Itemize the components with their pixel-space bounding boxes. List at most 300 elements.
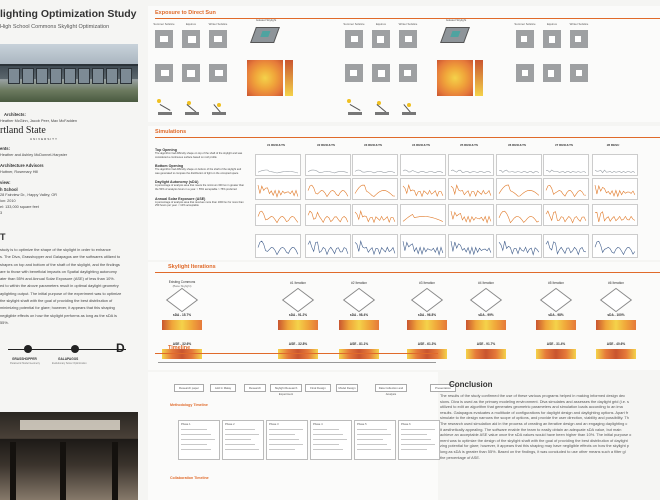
sda-value: sDA - 15.7% [172,313,192,317]
iterations-panel [148,262,660,370]
sda-heatmap [596,320,636,330]
trace-line [595,212,635,222]
trace-line [355,211,395,222]
result-trace [256,155,300,175]
trace-line [355,185,395,196]
ase-head: Annual Solar Exposure (ASE) [155,196,206,201]
diva-icon: D [116,341,125,355]
plan-caption: Summer Solstice [153,22,175,26]
trace-line [451,241,491,254]
skylight-opening [215,70,223,76]
university-logo-text: rtland State [0,125,46,136]
plan-tile [345,64,363,82]
text-line [181,439,215,440]
abstract-line: study is to optimize the shape of the skylight in order to enhance [0,247,111,252]
text-line [401,444,435,445]
result-chart [255,154,301,176]
overview-label: view: [0,180,11,185]
timeline-heading: Timeline [168,345,191,351]
iteration-label: #3 Iteration [419,281,435,285]
ase-value: ASE - 31.4% [546,342,566,346]
text-line [401,434,427,435]
ase-value: ASE - 91.7% [476,342,496,346]
result-chart [592,154,638,176]
sun-icon [157,99,161,103]
top-opening-head: Top Opening [155,148,177,152]
plan-tile [570,64,588,82]
trace-line [308,170,348,173]
trace-line [499,241,539,255]
school-name: h School [0,187,18,192]
plan-tile [516,30,534,48]
methodology-step [354,420,396,460]
timeline-milestone: Presentation [430,384,456,392]
text-line [269,429,303,430]
text-line [313,449,343,450]
result-chart [543,204,589,226]
university-logo-sub: UNIVERSITY [30,137,59,141]
sda-value: sDA - 98.4% [349,313,369,317]
methodology-label: Methodology Timeline [170,403,208,407]
result-chart [448,178,494,200]
plan-tile [372,30,390,48]
trace-line [451,170,491,173]
result-chart [400,178,446,200]
sda-value: sDA - 100% [607,313,625,317]
result-column-header: #3 RESULTS [364,143,382,147]
result-chart [496,234,542,258]
result-chart [352,154,398,176]
sun-diagram [399,98,419,118]
sun-ray [187,104,197,112]
result-trace [449,205,493,225]
trace-line [308,185,348,197]
conclusion-line: achieve an acceptable ASE value once the sDA values would have been higher than 10%. The initial purpose o [440,432,632,438]
roof-section [212,112,226,115]
sda-value: sDA - 98% [548,313,564,317]
plan-caption: Summer Solstice [514,22,536,26]
abstract-line: shapes on top and bottom of the shaft of the skylight, and the findings [0,261,120,267]
result-chart [496,178,542,200]
skylight-glass [260,31,270,37]
result-trace [449,235,493,257]
grasshopper-label: GRASSHOPPER [12,357,37,361]
plan-tile [182,64,200,82]
trace-line [546,211,586,223]
advisors-label: Architecture Advisors [0,163,44,168]
result-trace [544,235,588,257]
school-area: el: 133,000 square feet [0,205,39,209]
result-trace [593,205,637,225]
text-line [313,439,347,440]
poster-title: lighting Optimization Study [0,8,137,20]
sda-head: Daylight Autonomy (sDA) [155,180,199,185]
advisors-names: Huttner, Rosemary Hill [0,170,38,174]
iteration-label: #1 Iteration [290,281,306,285]
result-chart [255,204,301,226]
timeline-milestone: Data Collection and Analysis [375,384,407,392]
methodology-step [266,420,308,460]
existing-sublabel: (Base Skylight) [172,284,192,288]
phase-label: Phase 5 [357,423,367,426]
result-chart [352,178,398,200]
conclusion-line: long as sDA is greater than 55%. Based on the findings, it was concluded to use other means such a filter gl [440,448,626,454]
ase-body: A percentage of analysis area that receives more than 1000 lux for more than 250 hours per year. < 10% acceptable [155,200,244,208]
sda-heatmap [407,320,447,330]
ase-heatmap [596,349,636,359]
galapagos-label: GALAPAGOS [58,357,79,361]
trace-line [595,185,635,196]
abstract-line: ater than 55% and Annual Solar Exposure (ASE) of less than 10%. [0,276,115,282]
collaboration-label: Collaboration Timeline [170,476,209,480]
plan-caption: Winter Solstice [398,22,418,26]
sun-diagram [182,98,202,118]
result-trace [593,179,637,199]
result-chart [255,178,301,200]
timeline-milestone: Final Design [305,384,331,392]
students-names: Heather and Ashley McDonnel-Harpster [0,153,68,157]
skylight-opening [522,70,528,76]
result-trace [256,235,300,257]
abstract-line: the skylight shaft with the goal of providing the best distribution of [0,298,113,304]
conclusion-line: ment was to optimize the design of the skylight shaft with the goal of providing the best distribution of daylight [440,437,628,443]
workflow-diagram [0,340,138,372]
text-line [357,434,391,435]
sda-heatmap [466,320,506,330]
phase-label: Phase 2 [225,423,235,426]
group-caption: Isolated Skylight [255,18,277,22]
ase-heatmap [536,349,576,359]
result-chart [400,154,446,176]
trace-line [258,241,298,255]
conclusion-line: the percentage of ASE. [440,454,481,460]
ase-heatmap [247,60,283,96]
text-line [313,429,339,430]
sda-value: sDA - 91.2% [288,313,308,317]
exposure-divider [155,18,660,19]
building-photo [0,44,138,102]
roof-section [158,112,172,115]
sda-value: sDA - 99% [478,313,494,317]
conclusion-line: results. Galapagos evaluates a multitude of configurations for daylight design and daylighting options. Apart fr [440,409,629,415]
trace-line [403,185,443,196]
methodology-step [178,420,220,460]
result-chart [496,204,542,226]
interior-photo [0,412,138,500]
ase-heatmap [407,349,447,359]
plan-tile [516,64,534,82]
ase-heatmap [437,60,473,96]
trace-line [595,241,635,254]
result-column-header: #4 RESULTS [412,143,430,147]
result-chart [305,234,351,258]
roof-section [375,112,389,115]
group-caption: Isolated Skylight [445,18,467,22]
result-trace [353,205,397,225]
text-line [401,439,431,440]
plan-tile [155,30,173,48]
result-column-header: #5 RESULTS [460,143,478,147]
result-column-header: #6 RESULTS [508,143,526,147]
iteration-label: #4 Iteration [478,281,494,285]
trace-line [403,214,443,221]
result-trace [306,179,350,199]
trace-line [546,185,586,196]
trace-line [355,241,395,254]
trace-line [451,185,491,196]
conclusion-line: it aesthetically appealing. The software enable the team to easily obtain an adequate sDA value, but main [440,426,622,432]
sda-heatmap [339,320,379,330]
result-column-header: #7 RESULTS [555,143,573,147]
result-trace [256,179,300,199]
skylight-opening [187,70,195,77]
sun-icon [347,99,351,103]
ase-value: ASE - 81.1% [349,342,369,346]
sda-value: sDA - 96.8% [417,313,437,317]
abstract-line: are to those with beneficial impacts on Spatial daylighting autonomy [0,268,117,274]
text-line [225,449,259,450]
plan-tile [399,64,417,82]
skylight-opening [575,36,581,42]
timeline-milestone: Add In Malay [210,384,236,392]
trace-line [355,170,395,173]
result-chart [543,178,589,200]
text-line [225,434,259,435]
result-trace [449,155,493,175]
sun-diagram [155,98,175,118]
trace-line [258,185,298,197]
skylight-opening [351,36,358,42]
result-trace [353,179,397,199]
plan-tile [543,64,561,82]
text-line [181,444,207,445]
skylight-opening [521,36,527,42]
result-chart [305,178,351,200]
plan-caption: Winter Solstice [208,22,228,26]
text-line [225,429,255,430]
sun-diagram [372,98,392,118]
plan-caption: Equinox [375,22,387,26]
skylight-opening [404,70,411,76]
abstract-heading: T [0,232,6,242]
result-trace [256,205,300,225]
sun-diagram [345,98,365,118]
ase-value: ASE - 32.8% [288,342,308,346]
timeline-axis [158,362,436,363]
skylight-opening [160,36,168,42]
sda-heatmap [278,320,318,330]
abstract-line: ed to within the above parameters result in optimal daylight geometry [0,283,119,289]
bottom-opening-head: Bottom Opening [155,164,184,169]
text-line [357,439,383,440]
skylight-opening [548,70,554,77]
text-line [269,434,295,435]
timeline-milestone: Research [244,384,266,392]
architects-label: Architects: [4,112,26,117]
skylight-opening [549,36,555,43]
result-trace [544,205,588,225]
result-chart [400,234,446,258]
result-trace [401,205,445,225]
plan-tile [155,64,173,82]
iterations-heading: Skylight Iterations [168,264,216,270]
conclusion-line: The results of the study confirmed the use of these various programs helped in making informed design dec [440,393,626,398]
grasshopper-caption: Parametric Model Geometry [10,362,40,365]
result-column-header: #1 RESULTS [267,143,285,147]
text-line [225,439,251,440]
abstract-line: 55%. [0,319,9,325]
text-line [401,449,427,450]
result-trace [544,155,588,175]
school-floors: 3 [0,211,3,215]
heatmap-scale [285,60,293,96]
plan-caption: Equinox [185,22,197,26]
phase-label: Phase 4 [313,423,323,426]
result-trace [306,235,350,257]
result-trace [593,235,637,257]
result-chart [592,178,638,200]
sda-heatmap [162,320,202,330]
text-line [269,439,299,440]
text-line [357,444,387,445]
result-chart [305,154,351,176]
bottom-opening-body: The algorithm had difficulty shape on bottom of the shaft of the skylight and was generated to compare the distribution of light on the occupied space [155,168,242,175]
methodology-step [310,420,352,460]
plan-tile [209,64,227,82]
trace-line [403,170,443,173]
plan-caption: Winter Solstice [569,22,589,26]
plan-caption: Equinox [546,22,558,26]
sda-body: A percentage of analysis area that meets the minimum 300 lux in greater than the 50% of analysis hours in a year. > 55% acceptable > 75% preferred [155,184,245,191]
skylight-opening [161,70,169,76]
abstract-line: negligible effects on how the skylight performs as long as the sDA is [0,312,117,318]
exposure-heading: Exposure to Direct Sun [155,10,216,16]
trace-line [546,241,586,254]
abstract-line: minimizing potential for glare; however, it appears that this shaping [0,305,115,311]
result-chart [592,204,638,226]
skylight-opening [377,36,384,43]
sun-icon [217,103,221,107]
galapagos-caption: Evolutionary Solver Optimization [52,362,87,365]
top-opening-body: The algorithm had difficulty shape on top of the shaft of the skylight and was considered a continuous surface based on roof profile [155,152,243,159]
conclusion-line: utilized to edit an algorithm that generates geometric parameters and simulation loads according to an ima [440,404,623,410]
result-trace [449,179,493,199]
result-chart [448,234,494,258]
result-trace [306,205,350,225]
iteration-label: #5 Iteration [548,281,564,285]
skylight-opening [350,70,357,76]
result-trace [401,235,445,257]
iteration-label: #2 Iteration [351,281,367,285]
result-chart [592,234,638,258]
school-address: 28 Fairview Dr., Happy Valley, OR [0,193,58,197]
trace-line [499,185,539,196]
simulations-heading: Simulations [155,129,187,135]
plan-tile [399,30,417,48]
skylight-opening [188,36,196,43]
iteration-label: #6 Iteration [608,281,624,285]
result-chart [352,204,398,226]
trace-line [308,211,348,222]
abstract-line: aylighting output. The initial purpose of the experiment was to optimize [0,290,122,296]
sun-ray [350,104,361,110]
text-line [181,429,207,430]
plan-tile [209,30,227,48]
ase-heatmap [278,349,318,359]
trace-line [499,211,539,223]
plan-tile [372,64,390,82]
plan-caption: Summer Solstice [343,22,365,26]
sun-ray [160,104,171,110]
text-line [357,449,391,450]
plan-tile [543,30,561,48]
ase-value: ASE - 40.6% [606,342,626,346]
result-trace [497,205,541,225]
phase-label: Phase 3 [269,423,279,426]
skylight-opening [405,36,412,42]
ase-value: ASE - 32.6% [172,342,192,346]
timeline-divider [155,353,438,354]
phase-label: Phase 1 [181,423,191,426]
result-column-header: #8 RESU [606,143,620,147]
heatmap-scale [475,60,483,96]
trace-line [308,241,348,254]
result-trace [353,155,397,175]
result-chart [255,234,301,258]
text-line [225,444,255,445]
result-trace [497,179,541,199]
ase-heatmap [339,349,379,359]
roof-section [185,112,199,115]
methodology-step [222,420,264,460]
abstract-text [0,246,138,326]
ase-value: ASE - 61.3% [417,342,437,346]
result-chart [305,204,351,226]
sun-diagram [209,98,229,118]
result-chart [400,204,446,226]
trace-line [258,211,298,223]
poster-subtitle: High School Commons Skylight Optimization [0,24,110,30]
result-chart [543,154,589,176]
iterations-divider [155,272,660,273]
architects-names: Heather McGinn, Jacob Peer, Max McFadden [0,119,78,123]
timeline-milestone: Skylight Research Experiment [270,384,302,392]
conclusion-body [440,393,660,460]
trace-line [499,170,539,173]
text-line [269,449,295,450]
plan-tile [345,30,363,48]
result-trace [401,155,445,175]
skylight-opening [576,70,582,76]
abstract-line: s. The Diva, Grasshopper and Galapagos are the softwares utilized to [0,254,121,260]
phase-label: Phase 6 [401,423,411,426]
result-trace [497,235,541,257]
trace-line [546,170,586,173]
result-trace [353,235,397,257]
trace-line [403,241,443,255]
result-trace [497,155,541,175]
existing-label: Existing Commons [168,280,196,284]
text-line [269,444,303,445]
timeline-milestone: Research paper [174,384,204,392]
text-line [181,449,211,450]
conclusion-line: zing potential for glare; however, it appears that this shaping may have negligible effects on how the skylight p [440,443,629,449]
trace-line [258,170,298,173]
result-column-header: #2 RESULTS [317,143,335,147]
skylight-opening [378,70,385,77]
text-line [313,434,343,435]
plan-tile [182,30,200,48]
